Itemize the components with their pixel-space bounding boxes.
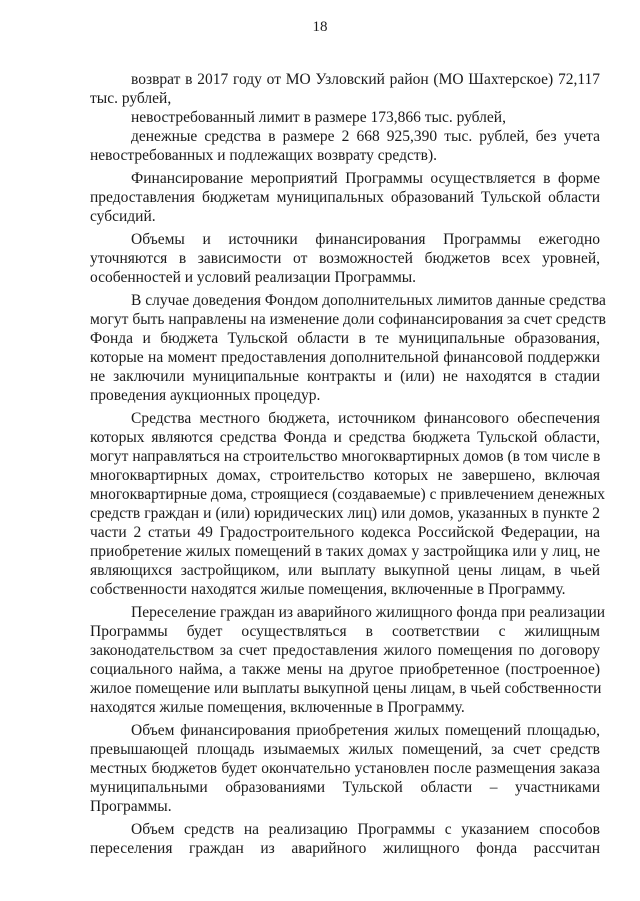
text-line: могут быть направлены на изменение доли софинансирования за счет средств bbox=[90, 311, 606, 328]
text-line: Объем финансирования приобретения жилых помещений площадью, bbox=[131, 722, 600, 739]
text-line: переселения граждан из аварийного жилищного фонда рассчитан bbox=[90, 840, 600, 857]
text-line: Объем средств на реализацию Программы с указанием способов bbox=[131, 821, 600, 838]
text-line: Средства местного бюджета, источником финансового обеспечения bbox=[131, 410, 600, 427]
text-line: могут направляться на строительство многоквартирных домов (в том числе в bbox=[90, 448, 601, 465]
text-line: предоставления бюджетам муниципальных образований Тульской области bbox=[90, 189, 600, 206]
text-line: муниципальными образованиями Тульской области – участниками bbox=[90, 779, 600, 796]
text-line: которые на момент предоставления дополнительной финансовой поддержки bbox=[90, 349, 600, 366]
text-line: уточняются в зависимости от возможностей бюджетов всех уровней, bbox=[90, 250, 600, 267]
text-line: приобретение жилых помещений в таких домах у застройщика или у лиц, не bbox=[90, 543, 600, 560]
text-line: тыс. рублей, bbox=[90, 90, 172, 107]
text-line: особенностей и условий реализации Программы. bbox=[90, 269, 417, 286]
text-line: жилое помещение или выплаты выкупной цены лицам, в чьей собственности bbox=[90, 680, 602, 697]
text-line: социального найма, а также мены на другое приобретенное (построенное) bbox=[90, 661, 600, 678]
text-line: местных бюджетов будет окончательно установлен после размещения заказа bbox=[90, 760, 600, 777]
page-number: 18 bbox=[312, 19, 328, 35]
text-line: Переселение граждан из аварийного жилищного фонда при реализации bbox=[131, 604, 606, 621]
text-line: которых являются средства Фонда и средства бюджета Тульской области, bbox=[90, 429, 600, 446]
text-line: Фонда и бюджета Тульской области в те муниципальные образования, bbox=[90, 330, 600, 347]
text-line: невостребованных и подлежащих возврату средств). bbox=[90, 147, 437, 164]
text-line: Финансирование мероприятий Программы осуществляется в форме bbox=[131, 170, 600, 187]
text-line: не заключили муниципальные контракты и (или) не находятся в стадии bbox=[90, 368, 600, 385]
text-line: невостребованный лимит в размере 173,866 тыс. рублей, bbox=[131, 109, 506, 126]
text-line: возврат в 2017 году от МО Узловский район (МО Шахтерское) 72,117 bbox=[131, 71, 600, 88]
text-line: денежные средства в размере 2 668 925,390 тыс. рублей, без учета bbox=[131, 128, 600, 145]
text-line: средств граждан и (или) юридических лиц) или домов, указанных в пункте 2 bbox=[90, 505, 600, 522]
text-line: В случае доведения Фондом дополнительных лимитов данные средства bbox=[131, 292, 606, 309]
text-line: многоквартирные дома, строящиеся (создаваемые) с привлечением денежных bbox=[90, 486, 605, 503]
text-line: собственности находятся жилые помещения, включенные в Программу. bbox=[90, 581, 566, 598]
text-line: превышающей площадь изымаемых жилых помещений, за счет средств bbox=[90, 741, 600, 758]
text-line: проведения аукционных процедур. bbox=[90, 387, 321, 404]
text-line: являющихся застройщиком, или выплату выкупной цены лицам, в чьей bbox=[90, 562, 600, 579]
text-line: Объемы и источники финансирования Программы ежегодно bbox=[131, 231, 600, 248]
text-line: законодательством за счет предоставления жилого помещения по договору bbox=[90, 642, 600, 659]
text-line: Программы будет осуществляться в соответствии с жилищным bbox=[90, 623, 600, 640]
text-line: Программы. bbox=[90, 798, 172, 815]
text-line: многоквартирных домах, строительство которых не завершено, включая bbox=[90, 467, 600, 484]
text-line: находятся жилые помещения, включенные в Программу. bbox=[90, 699, 465, 716]
text-line: субсидий. bbox=[90, 208, 156, 225]
text-line: части 2 статьи 49 Градостроительного кодекса Российской Федерации, на bbox=[90, 524, 600, 541]
